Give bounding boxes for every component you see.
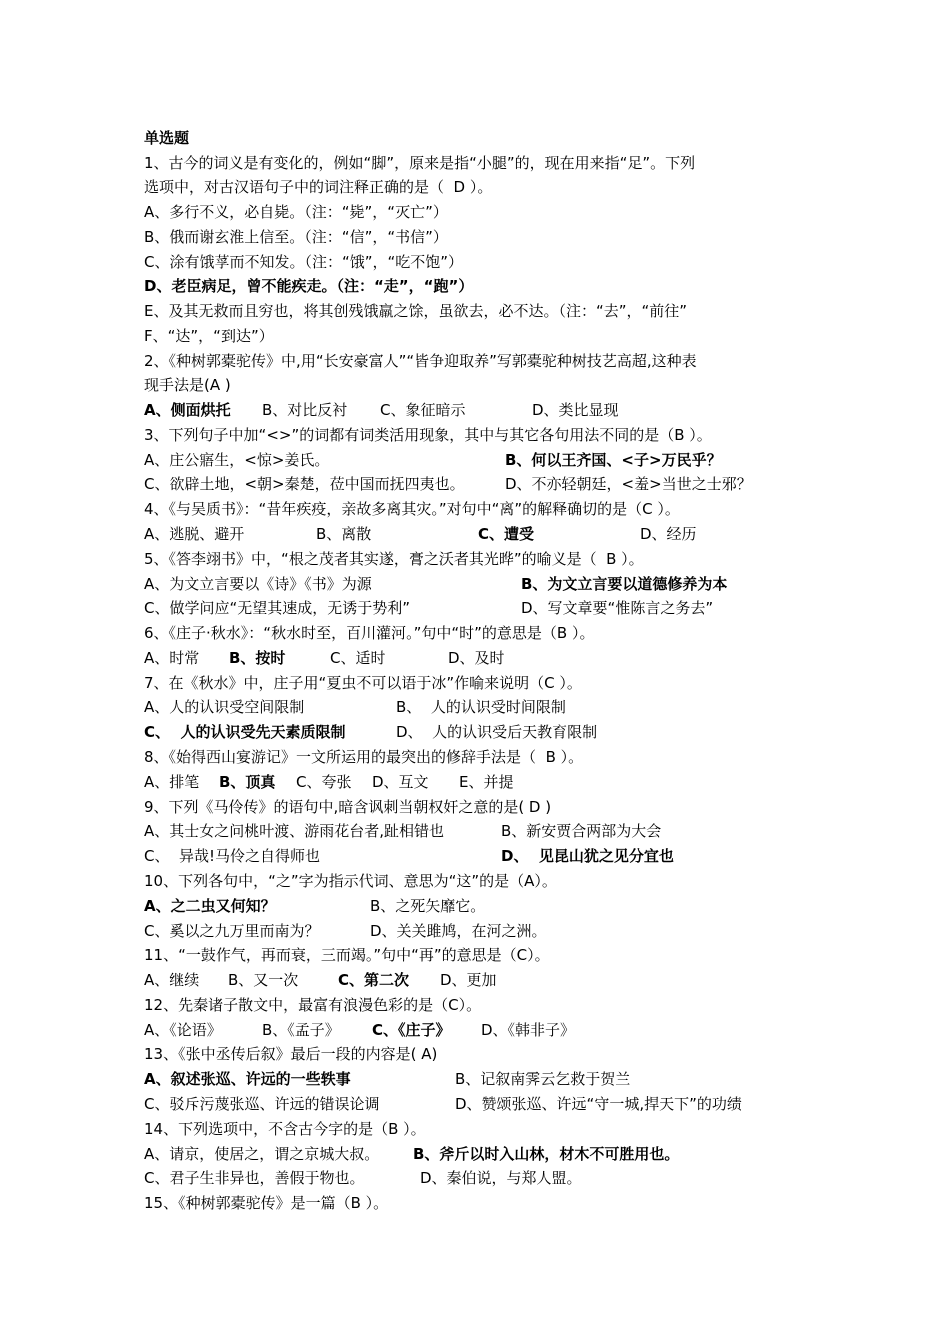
q10-option-a-answer: A、之二虫又何知？ (144, 897, 276, 915)
q10-option-c: C、奚以之九万里而南为？ (144, 922, 320, 940)
q5-option-c: C、做学问应“无望其速成，无诱于势利” (144, 599, 411, 617)
q5-option-b-answer: B、为文立言要以道德修养为本 (521, 575, 728, 593)
q11-option-b: B、又一次 (228, 971, 299, 989)
q7-option-d: D、 人的认识受后天教育限制 (396, 723, 598, 741)
q14-option-b-answer: B、斧斤以时入山林，材木不可胜用也。 (413, 1145, 680, 1163)
q9-option-a: A、其士女之问桃叶渡、游雨花台者,趾相错也 (144, 822, 445, 840)
q6-option-b-answer: B、按时 (229, 649, 286, 667)
q4-option-c-answer: C、遭受 (478, 525, 535, 543)
q1-option-b: B、俄而谢玄淮上信至。（注：“信”，“书信”） (144, 228, 448, 246)
q8-stem: 8、《始得西山宴游记》一文所运用的最突出的修辞手法是（ B ）。 (144, 748, 584, 766)
q1-stem-line1: 1、古今的词义是有变化的，例如“脚”，原来是指“小腿”的，现在用来指“足”。下列 (144, 154, 696, 172)
q1-option-e: E、及其无救而且穷也，将其创残饿羸之馀，虽欲去，必不达。（注：“去”，“前往” (144, 302, 688, 320)
q8-option-e: E、并提 (459, 773, 514, 791)
q3-option-b-answer: B、何以王齐国、<子>万民乎？ (505, 451, 722, 469)
q4-stem: 4、《与吴质书》：“昔年疾疫，亲故多离其灾。”对句中“离”的解释确切的是（C ）。 (144, 500, 680, 518)
q2-option-b: B、对比反衬 (262, 401, 348, 419)
q5-stem: 5、《答李翊书》中，“根之茂者其实遂，膏之沃者其光晔”的喻义是（ B ）。 (144, 550, 644, 568)
q3-option-d: D、不亦轻朝廷，<羞>当世之士邪？ (505, 475, 752, 493)
q8-option-b-answer: B、顶真 (219, 773, 276, 791)
q14-option-c: C、君子生非异也，善假于物也。 (144, 1169, 365, 1187)
q2-option-c: C、象征暗示 (380, 401, 466, 419)
q14-stem: 14、下列选项中，不含古今字的是（B ）。 (144, 1120, 426, 1138)
q8-option-d: D、互文 (372, 773, 429, 791)
q8-option-a: A、排笔 (144, 773, 200, 791)
q2-stem-line2: 现手法是(A ) (144, 376, 231, 394)
q1-option-f: F、“达”，“到达”） (144, 327, 274, 345)
q4-option-b: B、离散 (316, 525, 372, 543)
q13-stem: 13、《张中丞传后叙》最后一段的内容是( A) (144, 1045, 438, 1063)
q7-option-a: A、人的认识受空间限制 (144, 698, 305, 716)
q2-option-d: D、类比显现 (532, 401, 619, 419)
q11-option-a: A、继续 (144, 971, 200, 989)
q1-option-a: A、多行不义，必自毙。（注：“毙”，“灭亡”） (144, 203, 448, 221)
q12-option-d: D、《韩非子》 (481, 1021, 576, 1039)
q2-stem-line1: 2、《种树郭橐驼传》中,用“长安豪富人”“皆争迎取养”写郭橐驼种树技艺高超,这种表 (144, 352, 697, 370)
q6-stem: 6、《庄子·秋水》：“秋水时至，百川灌河。”句中“时”的意思是（B ）。 (144, 624, 595, 642)
q14-option-d: D、秦伯说，与郑人盟。 (420, 1169, 582, 1187)
q9-option-d-answer: D、 见昆山犹之见分宜也 (501, 847, 674, 865)
q6-option-c: C、适时 (330, 649, 386, 667)
q1-option-c: C、涂有饿莩而不知发。（注：“饿”，“吃不饱”） (144, 253, 464, 271)
q3-option-c: C、欲辟土地，<朝>秦楚，莅中国而抚四夷也。 (144, 475, 465, 493)
q2-option-a-answer: A、侧面烘托 (144, 401, 231, 419)
q10-stem: 10、下列各句中，“之”字为指示代词、意思为“这”的是（A）。 (144, 872, 557, 890)
q14-option-a: A、请京，使居之，谓之京城大叔。 (144, 1145, 380, 1163)
q7-stem: 7、在《秋水》中，庄子用“夏虫不可以语于冰”作喻来说明（C ）。 (144, 674, 582, 692)
q3-option-a: A、庄公寤生，<惊>姜氏。 (144, 451, 330, 469)
q5-option-a: A、为文立言要以《诗》《书》为源 (144, 575, 372, 593)
q7-option-b: B、 人的认识受时间限制 (396, 698, 566, 716)
q7-option-c-answer: C、 人的认识受先天素质限制 (144, 723, 346, 741)
q4-option-a: A、逃脱、避开 (144, 525, 245, 543)
q15-stem: 15、《种树郭橐驼传》是一篇（B ）。 (144, 1194, 389, 1212)
q12-stem: 12、先秦诸子散文中，最富有浪漫色彩的是（C）。 (144, 996, 482, 1014)
q6-option-a: A、时常 (144, 649, 200, 667)
q12-option-c-answer: C、《庄子》 (372, 1021, 451, 1039)
q8-option-c: C、夸张 (296, 773, 352, 791)
q1-option-d-answer: D、老臣病足，曾不能疾走。（注：“走”，“跑”） (144, 277, 474, 295)
q13-option-d: D、赞颂张巡、许远“守一城,捍天下”的功绩 (455, 1095, 742, 1113)
q11-option-c-answer: C、第二次 (338, 971, 410, 989)
q11-stem: 11、“一鼓作气，再而衰，三而竭。”句中“再”的意思是（C）。 (144, 946, 550, 964)
q13-option-c: C、驳斥污蔑张巡、许远的错误论调 (144, 1095, 380, 1113)
q9-stem: 9、下列《马伶传》的语句中,暗含讽刺当朝权奸之意的是( D ) (144, 798, 552, 816)
q11-option-d: D、更加 (440, 971, 497, 989)
q3-stem: 3、下列句子中加“<>”的词都有词类活用现象，其中与其它各句用法不同的是（B ）。 (144, 426, 712, 444)
q6-option-d: D、及时 (448, 649, 505, 667)
q12-option-b: B、《孟子》 (262, 1021, 340, 1039)
q10-option-d: D、关关雎鸠，在河之洲。 (370, 922, 547, 940)
q13-option-a-answer: A、叙述张巡、许远的一些轶事 (144, 1070, 351, 1088)
section-title: 单选题 (144, 129, 190, 147)
q4-option-d: D、经历 (640, 525, 697, 543)
q13-option-b: B、记叙南霁云乞救于贺兰 (455, 1070, 631, 1088)
q12-option-a: A、《论语》 (144, 1021, 222, 1039)
q10-option-b: B、之死矢靡它。 (370, 897, 486, 915)
q9-option-c: C、 异哉!马伶之自得师也 (144, 847, 321, 865)
q5-option-d: D、写文章要“惟陈言之务去” (521, 599, 714, 617)
q1-stem-line2: 选项中，对古汉语句子中的词注释正确的是（ D ）。 (144, 178, 493, 196)
q9-option-b: B、新安贾合两部为大会 (501, 822, 662, 840)
